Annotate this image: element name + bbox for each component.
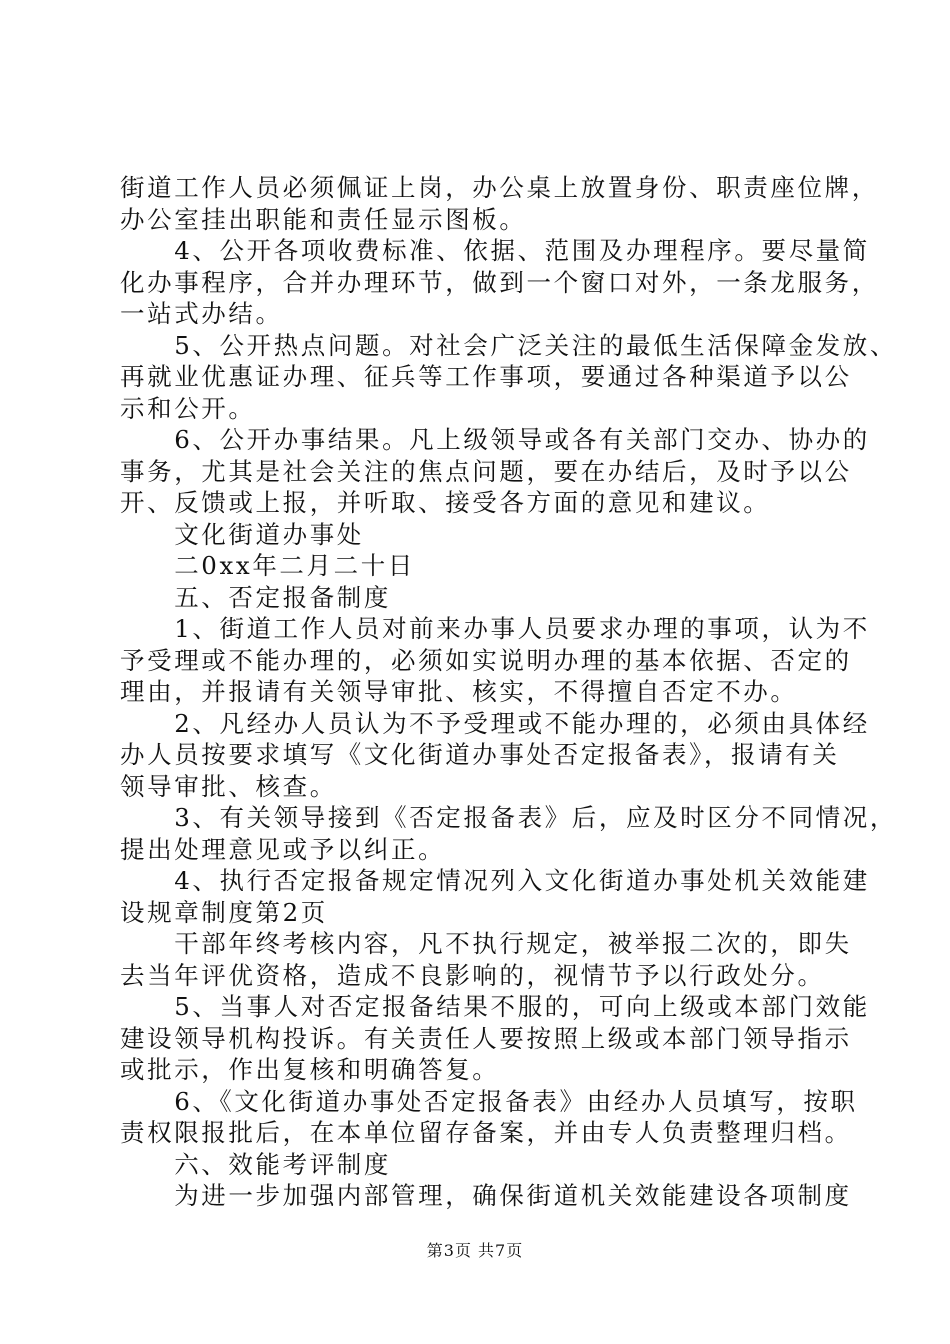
section-heading: 六、效能考评制度 (120, 1149, 391, 1179)
text-line: 4、公开各项收费标准、依据、范围及办理程序。要尽量简 (120, 236, 870, 265)
text-line: 4、执行否定报备规定情况列入文化街道办事处机关效能建 (120, 866, 870, 895)
signature-org: 文化街道办事处 (120, 519, 364, 549)
text-line: 予受理或不能办理的，必须如实说明办理的基本依据、否定的 (120, 645, 852, 675)
text-line: 5、当事人对否定报备结果不服的，可向上级或本部门效能 (120, 992, 870, 1021)
text-line: 3、有关领导接到《否定报备表》后，应及时区分不同情况， (120, 803, 897, 832)
text-line: 事务，尤其是社会关注的焦点问题，要在办结后，及时予以公 (120, 456, 852, 486)
text-line: 责权限报批后，在本单位留存备案，并由专人负责整理归档。 (120, 1118, 852, 1147)
text-line: 领导审批、核查。 (120, 771, 337, 801)
section-heading: 五、否定报备制度 (120, 582, 391, 612)
page-footer (0, 1241, 950, 1261)
document-body (120, 172, 897, 1212)
text-line: 街道工作人员必须佩证上岗，办公桌上放置身份、职责座位牌， (120, 173, 879, 202)
text-line: 5、公开热点问题。对社会广泛关注的最低生活保障金发放、 (120, 330, 897, 360)
signature-date: 二0xx年二月二十日 (120, 551, 415, 580)
text-line: 提出处理意见或予以纠正。 (120, 834, 446, 864)
text-line: 6、公开办事结果。凡上级领导或各有关部门交办、协办的 (120, 425, 870, 454)
text-line: 去当年评优资格，造成不良影响的，视情节予以行政处分。 (120, 960, 825, 990)
text-line: 6、《文化街道办事处否定报备表》由经办人员填写，按职 (120, 1086, 858, 1116)
text-line: 一站式办结。 (120, 299, 283, 328)
text-line: 理由，并报请有关领导审批、核实，不得擅自否定不办。 (120, 677, 798, 706)
text-line: 示和公开。 (120, 393, 256, 423)
page-number: 第3页 共7页 (426, 1241, 524, 1260)
text-line: 为进一步加强内部管理，确保街道机关效能建设各项制度 (120, 1181, 852, 1210)
text-line: 干部年终考核内容，凡不执行规定，被举报二次的，即失 (120, 929, 852, 958)
text-line: 设规章制度第2页 (120, 897, 328, 927)
text-line: 1、街道工作人员对前来办事人员要求办理的事项，认为不 (120, 614, 870, 643)
text-line: 化办事程序，合并办理环节，做到一个窗口对外，一条龙服务， (120, 267, 879, 297)
text-line: 办公室挂出职能和责任显示图板。 (120, 204, 527, 234)
text-line: 办人员按要求填写《文化街道办事处否定报备表》，报请有关 (120, 740, 840, 769)
text-line: 再就业优惠证办理、征兵等工作事项，要通过各种渠道予以公 (120, 362, 852, 391)
text-line: 开、反馈或上报，并听取、接受各方面的意见和建议。 (120, 488, 771, 517)
text-line: 2、凡经办人员认为不予受理或不能办理的，必须由具体经 (120, 708, 870, 738)
text-line: 建设领导机构投诉。有关责任人要按照上级或本部门领导指示 (120, 1023, 852, 1053)
text-line: 或批示，作出复核和明确答复。 (120, 1055, 500, 1084)
